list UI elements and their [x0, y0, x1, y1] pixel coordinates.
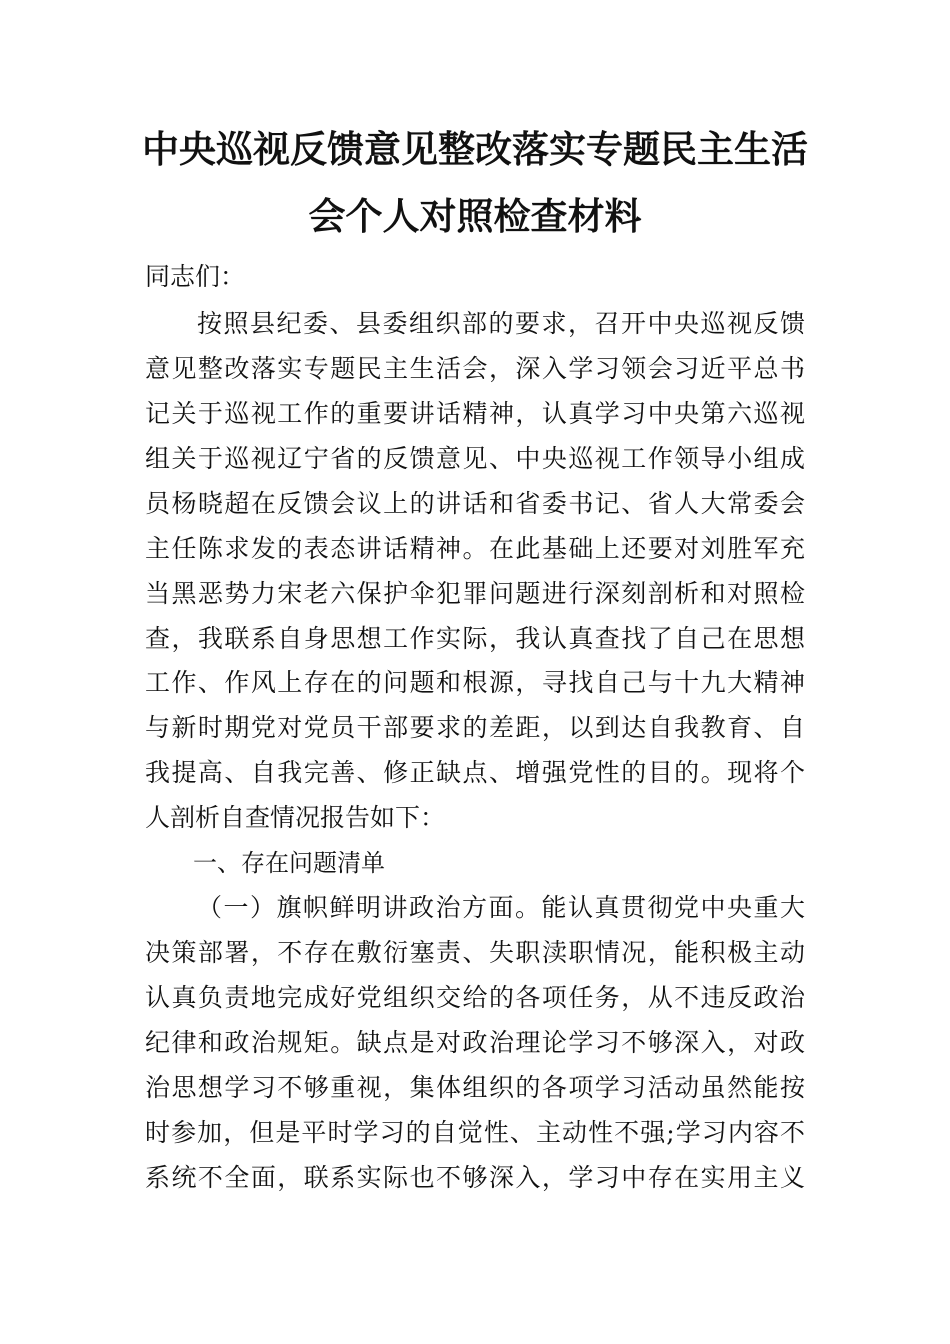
intro-line: 工作、作风上存在的问题和根源，寻找自己与十九大精神 — [145, 668, 805, 697]
intro-line: 与新时期党对党员干部要求的差距，以到达自我教育、自 — [145, 713, 805, 742]
section1-line: 系统不全面，联系实际也不够深入，学习中存在实用主义 — [145, 1163, 805, 1192]
intro-line: 员杨晓超在反馈会议上的讲话和省委书记、省人大常委会 — [145, 489, 805, 518]
intro-line: 人剖析自查情况报告如下： — [145, 803, 446, 832]
intro-line: 记关于巡视工作的重要讲话精神，认真学习中央第六巡视 — [145, 399, 805, 428]
section1-line: 认真负责地完成好党组织交给的各项任务，从不违反政治 — [145, 983, 805, 1012]
intro-line: 意见整改落实专题民主生活会，深入学习领会习近平总书 — [145, 354, 805, 383]
intro-line: 主任陈求发的表态讲话精神。在此基础上还要对刘胜军充 — [145, 534, 805, 563]
intro-line: 组关于巡视辽宁省的反馈意见、中央巡视工作领导小组成 — [145, 444, 805, 473]
section1-line: （一）旗帜鲜明讲政治方面。能认真贯彻党中央重大 — [197, 893, 805, 922]
intro-line: 按照县纪委、县委组织部的要求，召开中央巡视反馈 — [197, 309, 805, 338]
section1-line: 决策部署，不存在敷衍塞责、失职渎职情况，能积极主动 — [145, 938, 805, 967]
section1-line: 治思想学习不够重视，集体组织的各项学习活动虽然能按 — [145, 1073, 805, 1102]
intro-line: 我提高、自我完善、修正缺点、增强党性的目的。现将个 — [145, 758, 805, 787]
document-title-line-2: 会个人对照检查材料 — [308, 194, 642, 238]
section-heading: 一、存在问题清单 — [193, 849, 385, 877]
intro-line: 当黑恶势力宋老六保护伞犯罪问题进行深刻剖析和对照检 — [145, 579, 805, 608]
salutation: 同志们： — [145, 262, 246, 291]
intro-line: 查，我联系自身思想工作实际，我认真查找了自己在思想 — [145, 624, 805, 653]
document-title-line-1: 中央巡视反馈意见整改落实专题民主生活 — [142, 127, 808, 171]
section1-line: 纪律和政治规矩。缺点是对政治理论学习不够深入，对政 — [145, 1028, 805, 1057]
section1-line: 时参加，但是平时学习的自觉性、主动性不强;学习内容不 — [145, 1118, 805, 1147]
